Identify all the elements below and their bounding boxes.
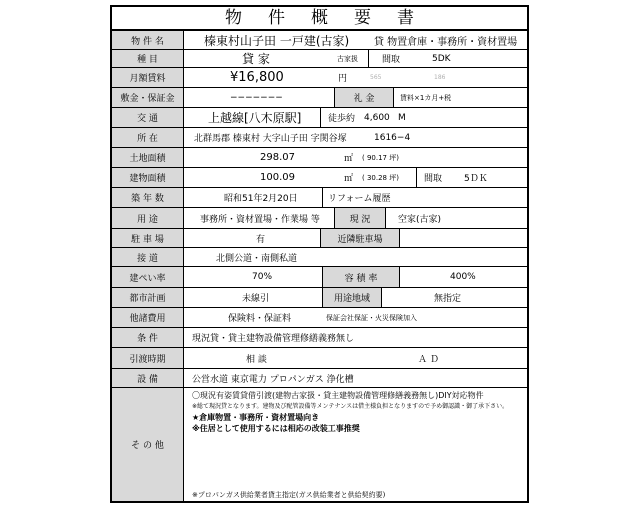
type-value: 貸 家: [242, 52, 270, 66]
location-number: 1616−4: [374, 132, 411, 143]
label-transport: 交 通: [112, 108, 184, 127]
label-parking: 駐 車 場: [112, 229, 184, 247]
row-conditions: [112, 328, 527, 348]
built-date-value: 昭和51年2月20日: [224, 194, 298, 204]
handover-value: 相 談: [246, 354, 267, 365]
label-handover: 引渡時期: [112, 348, 184, 368]
label-building-area: 建物面積: [112, 168, 184, 187]
land-area-unit: ㎡: [344, 154, 354, 164]
zoning-value: 無指定: [434, 294, 462, 304]
other-line-3: ★倉庫物置・事務所・資材置場向き: [192, 413, 320, 422]
label-deposit: 敷金・保証金: [112, 88, 184, 107]
property-summary-sheet: [110, 5, 529, 503]
rent-faint-2: 186: [434, 74, 446, 81]
row-city-planning: [112, 288, 527, 308]
type-layout-label: 間取: [382, 55, 401, 65]
other-line-5: ※プロパンガス供給業者貸主指定(ガス供給業者と供給契約要): [192, 491, 386, 499]
key-money-value: 賃料×1カ月+税: [400, 93, 452, 102]
building-area-value: 100.09: [260, 172, 295, 183]
label-land-area: 土地面積: [112, 148, 184, 167]
location-address: 北群馬郡 榛東村 大字山子田 字関谷塚: [194, 134, 347, 144]
building-layout-label: 間取: [424, 174, 443, 184]
reform-history: リフォーム履歴: [328, 194, 391, 204]
other-line-4: ※住居として使用するには相応の改装工事推奨: [192, 424, 360, 433]
label-zoning: 用途地域: [322, 288, 382, 307]
row-other-fees: [112, 308, 527, 328]
city-planning-value: 未線引: [242, 294, 270, 304]
label-built-date: 築 年 数: [112, 188, 184, 207]
row-building-area: [112, 168, 527, 188]
property-name-value: 榛東村山子田 一戸建(古家): [204, 33, 350, 48]
other-line-2: ※総て現況貸となります。建物及び配管設備等メンテナンスは借主様負担となりますので予め御認識・御了承下さい。: [192, 403, 509, 410]
row-other: [112, 388, 527, 501]
building-area-unit: ㎡: [344, 174, 354, 184]
walk-value: 4,600: [364, 112, 390, 123]
usage-value: 事務所・資材置場・作業場 等: [200, 214, 320, 225]
row-deposit: [112, 88, 527, 108]
page-title: 物件概要書: [112, 7, 527, 31]
status-value: 空家(古家): [398, 214, 442, 225]
label-coverage: 建ぺい率: [112, 267, 184, 287]
label-usage: 用 途: [112, 208, 184, 228]
row-location: [112, 128, 527, 148]
transport-station: 上越線[八木原駅]: [208, 111, 302, 125]
label-property-name: 物 件 名: [112, 31, 184, 49]
label-conditions: 条 件: [112, 328, 184, 347]
row-road: [112, 248, 527, 267]
building-layout-value: 5ＤＫ: [464, 174, 488, 184]
row-handover: [112, 348, 527, 369]
label-city-planning: 都市計画: [112, 288, 184, 307]
walk-unit: M: [398, 112, 406, 123]
conditions-value: 現況貸・貸主建物設備管理修繕義務無し: [192, 334, 355, 344]
row-usage: [112, 208, 527, 229]
row-land-area: [112, 148, 527, 168]
label-rent: 月額賃料: [112, 68, 184, 87]
rent-value: ¥16,800: [230, 70, 284, 85]
row-parking: [112, 229, 527, 248]
row-built-date: [112, 188, 527, 208]
row-coverage: [112, 267, 527, 288]
property-name-note: 貸 物置倉庫・事務所・資材置場: [374, 36, 518, 48]
deposit-value: −−−−−−−: [230, 92, 283, 103]
label-key-money: 礼 金: [334, 88, 394, 107]
rent-unit: 円: [338, 74, 348, 84]
label-other: そ の 他: [112, 388, 184, 501]
land-area-value: 298.07: [260, 152, 295, 163]
row-transport: [112, 108, 527, 128]
label-other-fees: 他諸費用: [112, 308, 184, 327]
type-sub: 古家扱: [337, 54, 358, 63]
row-type: [112, 50, 527, 68]
row-facilities: [112, 369, 527, 388]
nearby-parking: 近隣駐車場: [320, 229, 400, 247]
other-line-1: 〇現況有姿賃貸借引渡(建物古家扱・貸主建物設備管理修繕義務無し)DIY対応物件: [192, 391, 484, 400]
label-floor-area-ratio: 容 積 率: [322, 267, 400, 287]
floor-area-ratio-value: 400%: [450, 272, 476, 282]
other-fees-value: 保険料・保証料: [228, 314, 292, 324]
walk-label: 徒歩約: [328, 114, 356, 124]
parking-value: 有: [256, 234, 266, 245]
coverage-value: 70%: [252, 272, 273, 282]
label-location: 所 在: [112, 128, 184, 147]
road-value: 北側公道・南側私道: [216, 253, 298, 264]
other-fees-note: 保証会社保証・火災保険加入: [326, 313, 417, 322]
land-area-tsubo: ( 90.17 坪): [362, 153, 399, 162]
row-rent: [112, 68, 527, 88]
rent-faint-1: 565: [370, 74, 382, 81]
label-status: 現 況: [334, 208, 386, 228]
label-facilities: 設 備: [112, 369, 184, 387]
building-area-tsubo: ( 30.28 坪): [362, 173, 399, 182]
type-layout-value: 5DK: [432, 53, 451, 64]
facilities-value: 公営水道 東京電力 プロパンガス 浄化槽: [192, 374, 354, 385]
label-road: 接 道: [112, 248, 184, 266]
handover-ad: Ａ Ｄ: [418, 354, 439, 365]
label-type: 種 目: [112, 50, 184, 67]
row-property-name: [112, 31, 527, 50]
